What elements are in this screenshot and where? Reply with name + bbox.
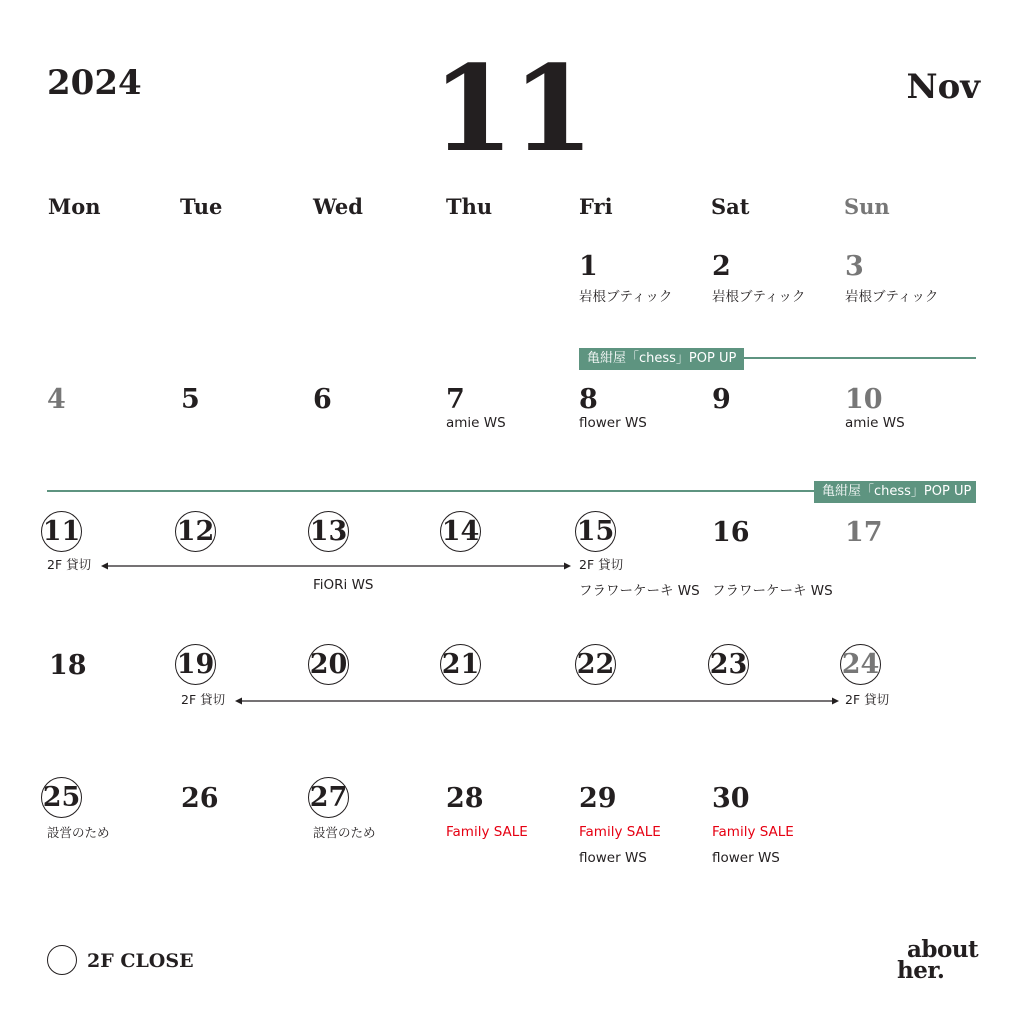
day-24	[841, 649, 881, 685]
legend-label: 2F CLOSE	[87, 950, 194, 972]
day-8: 8	[579, 384, 598, 415]
day-25	[42, 782, 82, 818]
weekday-sat: Sat	[711, 194, 750, 219]
weekday-fri: Fri	[579, 194, 613, 219]
brand-logo	[897, 936, 979, 984]
day-10: 10	[845, 384, 883, 415]
2f-close-marker: 20	[308, 644, 349, 685]
day-13	[309, 516, 349, 552]
day-14	[441, 516, 481, 552]
year: 2024	[47, 63, 142, 103]
day-9: 9	[712, 384, 731, 415]
event-amie-ws: amie WS	[446, 415, 506, 431]
2f-close-marker: 12	[175, 511, 216, 552]
2f-close-marker: 21	[440, 644, 481, 685]
day-22	[576, 649, 616, 685]
day-19	[176, 649, 216, 685]
day-29: 29	[579, 783, 617, 814]
day-2: 2	[712, 251, 731, 282]
event-iwane-boutique: 岩根ブティック	[845, 289, 939, 305]
day-7: 7	[446, 384, 465, 415]
day-26: 26	[181, 783, 219, 814]
day-18: 18	[49, 650, 87, 681]
popup-label: 亀紺屋「chess」POP UP	[814, 481, 976, 503]
event-iwane-boutique: 岩根ブティック	[712, 289, 806, 305]
2f-close-marker: 19	[175, 644, 216, 685]
month-number: 11	[431, 39, 593, 178]
day-30: 30	[712, 783, 750, 814]
event-flower-ws: flower WS	[579, 850, 647, 866]
day-20	[309, 649, 349, 685]
day-27	[309, 782, 349, 818]
weekday-wed: Wed	[313, 194, 363, 219]
brand-logo-line1: about	[907, 936, 979, 963]
day-15	[576, 516, 616, 552]
day-17: 17	[845, 517, 883, 548]
brand-logo-line2: her.	[897, 956, 945, 984]
event-amie-ws: amie WS	[845, 415, 905, 431]
event-2f-rental-end: 2F 貸切	[845, 692, 890, 707]
popup-label: 亀紺屋「chess」POP UP	[579, 348, 744, 370]
2f-close-marker: 23	[708, 644, 749, 685]
day-21	[441, 649, 481, 685]
2f-close-marker: 27	[308, 777, 349, 818]
event-2f-rental-end: 2F 貸切	[579, 557, 624, 572]
day-12	[176, 516, 216, 552]
2f-close-marker: 11	[41, 511, 82, 552]
2f-close-marker: 13	[308, 511, 349, 552]
day-3: 3	[845, 251, 864, 282]
weekday-thu: Thu	[446, 194, 493, 219]
day-11	[42, 516, 82, 552]
2f-close-marker: 24	[840, 644, 881, 685]
event-2f-rental-start: 2F 貸切	[47, 557, 92, 572]
day-1: 1	[579, 251, 598, 282]
date-range-arrow	[235, 696, 839, 706]
event-family-sale: Family SALE	[579, 824, 661, 840]
weekday-mon: Mon	[48, 194, 101, 219]
event-setup: 設営のため	[313, 825, 376, 840]
2f-close-marker: 25	[41, 777, 82, 818]
event-family-sale: Family SALE	[446, 824, 528, 840]
event-flower-cake-ws: フラワーケーキ WS	[579, 583, 700, 599]
2f-close-marker: 15	[575, 511, 616, 552]
month-name: Nov	[906, 67, 980, 107]
event-family-sale: Family SALE	[712, 824, 794, 840]
day-5: 5	[181, 384, 200, 415]
day-4: 4	[47, 384, 66, 415]
2f-close-marker: 14	[440, 511, 481, 552]
event-flower-cake-ws: フラワーケーキ WS	[712, 583, 833, 599]
day-23	[709, 649, 749, 685]
weekday-tue: Tue	[180, 194, 223, 219]
event-2f-rental-start: 2F 貸切	[181, 692, 226, 707]
event-flower-ws: flower WS	[712, 850, 780, 866]
event-iwane-boutique: 岩根ブティック	[579, 289, 673, 305]
event-flower-ws: flower WS	[579, 415, 647, 431]
day-28: 28	[446, 783, 484, 814]
weekday-sun: Sun	[844, 194, 890, 219]
legend-circle-icon	[47, 945, 77, 975]
day-6: 6	[313, 384, 332, 415]
event-setup: 設営のため	[47, 825, 110, 840]
event-fiori-ws: FiORi WS	[313, 577, 374, 593]
date-range-arrow	[101, 561, 571, 571]
2f-close-marker: 22	[575, 644, 616, 685]
day-16: 16	[712, 517, 750, 548]
